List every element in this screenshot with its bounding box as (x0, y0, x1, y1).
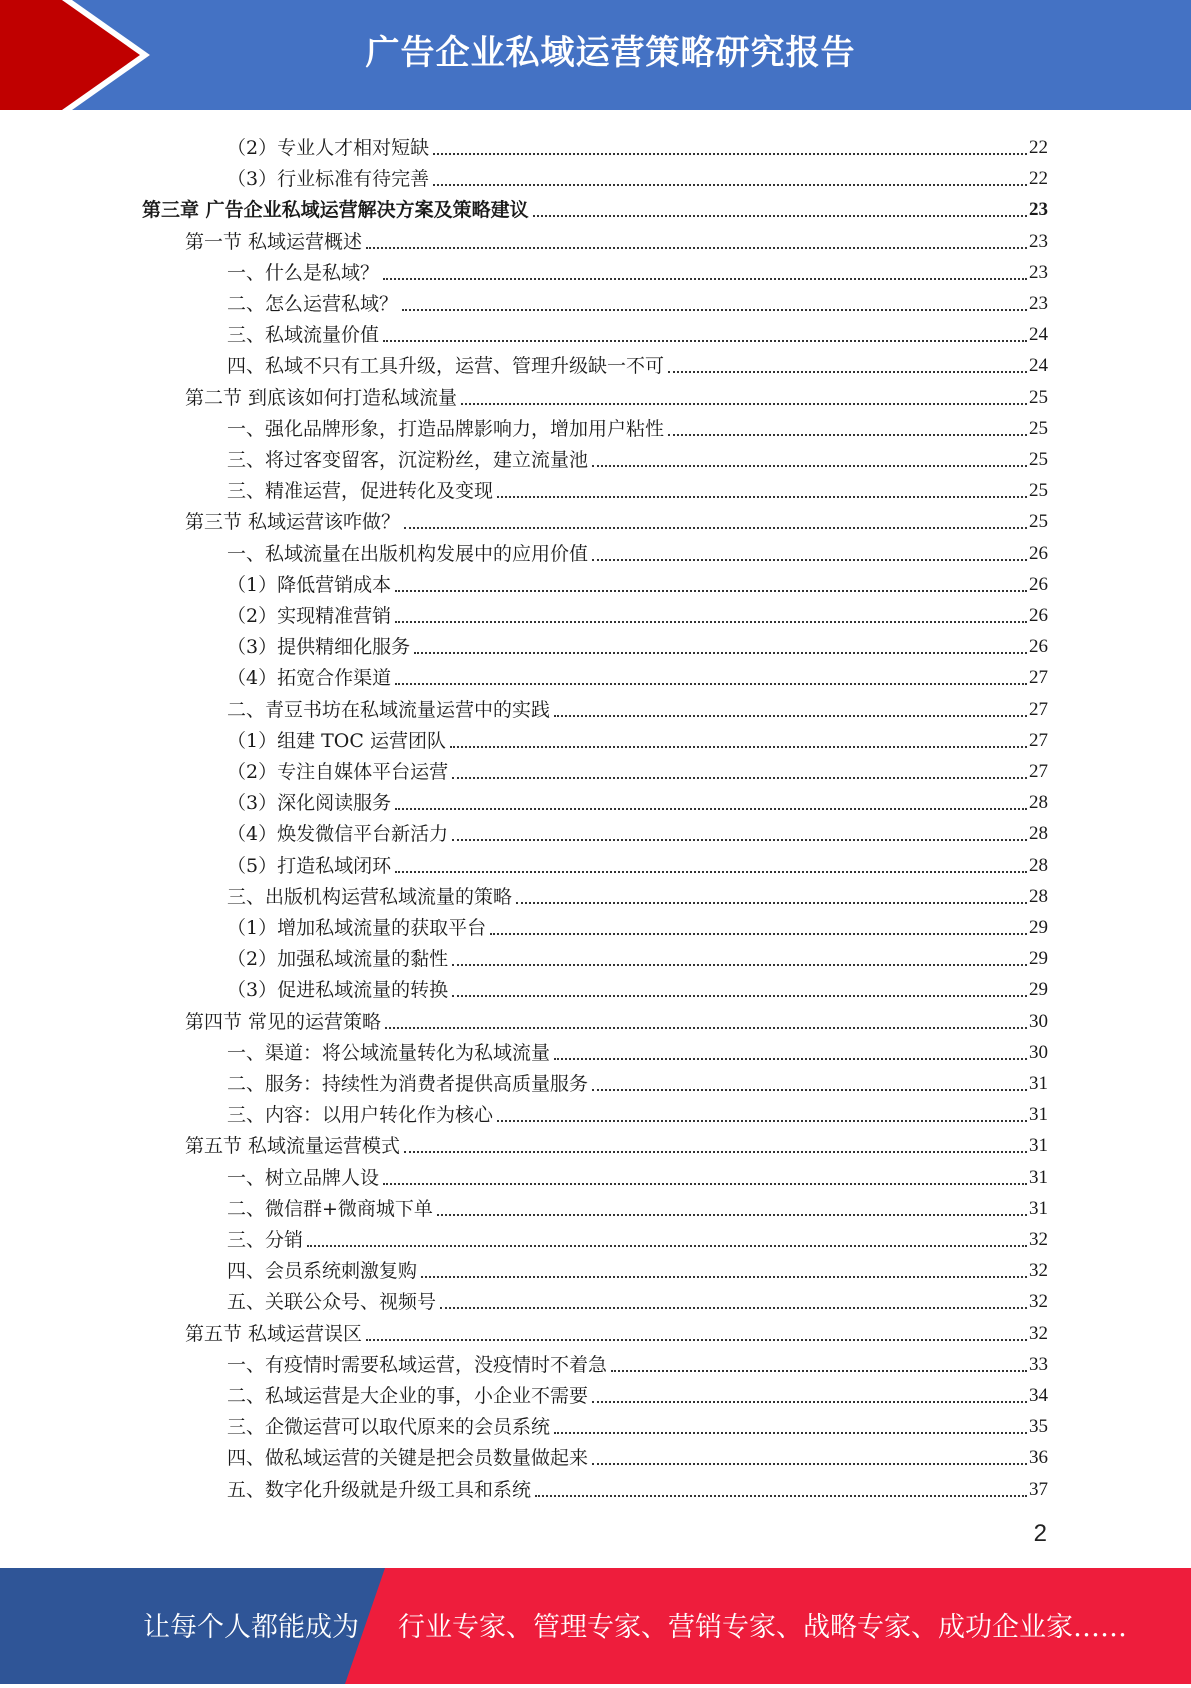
toc-dot-leader (450, 745, 1027, 748)
page-footer (0, 1568, 1191, 1684)
toc-entry[interactable] (227, 814, 1048, 845)
toc-dot-leader (516, 901, 1027, 904)
toc-entry-page: 29 (1029, 917, 1048, 938)
toc-entry-page: 23 (1029, 230, 1048, 252)
toc-entry[interactable] (227, 1189, 1048, 1220)
toc-dot-leader (452, 838, 1027, 841)
toc-entry-title: 二、微信群+微商城下单 (227, 1197, 433, 1220)
toc-entry-title: 一、什么是私域？ (227, 261, 380, 284)
toc-entry[interactable] (227, 1376, 1048, 1407)
toc-dot-leader (592, 1088, 1027, 1091)
toc-entry-page: 25 (1029, 511, 1048, 533)
toc-entry-title: 一、私域流量在出版机构发展中的应用价值 (227, 542, 589, 565)
toc-entry-page: 28 (1029, 792, 1048, 814)
toc-dot-leader (497, 1119, 1027, 1122)
toc-entry-title: 三、分销 (227, 1229, 304, 1251)
toc-dot-leader (383, 339, 1027, 342)
toc-entry-page: 33 (1029, 1353, 1048, 1375)
page-header (0, 0, 1191, 110)
toc-dot-leader (414, 651, 1027, 654)
toc-entry-title: （4）焕发微信平台新活力 (227, 823, 449, 846)
toc-dot-leader (533, 214, 1027, 217)
toc-entry[interactable] (227, 1251, 1048, 1282)
toc-entry[interactable] (185, 378, 1048, 409)
toc-entry-page: 35 (1029, 1416, 1048, 1438)
toc-entry-title: （3）促进私域流量的转换 (227, 979, 449, 1002)
toc-dot-leader (554, 714, 1027, 717)
toc-dot-leader (592, 1462, 1027, 1465)
toc-entry[interactable] (227, 752, 1048, 783)
toc-entry-page: 31 (1029, 1135, 1048, 1157)
toc-entry[interactable] (227, 658, 1048, 689)
toc-entry[interactable] (227, 1095, 1048, 1126)
toc-entry[interactable] (227, 1220, 1048, 1251)
toc-dot-leader (395, 870, 1027, 873)
toc-entry[interactable] (227, 939, 1048, 970)
toc-entry-page: 25 (1029, 480, 1048, 502)
toc-entry-page: 27 (1029, 698, 1048, 720)
toc-entry-page: 32 (1029, 1322, 1048, 1344)
toc-entry-title: 三、私域流量价值 (227, 324, 380, 347)
toc-dot-leader (611, 1369, 1027, 1372)
toc-entry[interactable] (227, 1033, 1048, 1064)
toc-entry-page: 32 (1029, 1229, 1048, 1250)
toc-dot-leader (452, 963, 1027, 966)
toc-entry[interactable] (227, 1470, 1048, 1501)
toc-entry-title: 二、怎么运营私域？ (227, 293, 399, 315)
toc-entry-title: （2）专业人才相对短缺 (227, 137, 430, 159)
toc-entry-page: 25 (1029, 449, 1048, 470)
toc-entry[interactable] (227, 346, 1048, 377)
toc-dot-leader (535, 1494, 1027, 1497)
toc-entry-page: 23 (1029, 261, 1048, 283)
toc-entry[interactable] (185, 502, 1048, 533)
toc-entry-title: （1）降低营销成本 (227, 573, 392, 596)
toc-entry[interactable] (227, 159, 1048, 190)
toc-dot-leader (395, 589, 1027, 592)
toc-entry-page: 27 (1029, 667, 1048, 689)
toc-dot-leader (440, 1306, 1027, 1309)
toc-entry[interactable] (185, 1002, 1048, 1033)
toc-entry[interactable] (227, 783, 1048, 814)
toc-entry[interactable] (142, 190, 1048, 221)
toc-dot-leader (421, 1275, 1027, 1278)
toc-entry-title: 一、树立品牌人设 (227, 1166, 380, 1189)
toc-entry[interactable] (227, 877, 1048, 908)
toc-entry-title: 一、强化品牌形象，打造品牌影响力，增加用户粘性 (227, 417, 665, 440)
toc-dot-leader (437, 1213, 1027, 1216)
toc-entry[interactable] (227, 128, 1048, 159)
toc-entry-title: （3）深化阅读服务 (227, 792, 392, 815)
toc-entry-page: 26 (1029, 636, 1048, 658)
toc-entry[interactable] (227, 409, 1048, 440)
toc-entry-page: 29 (1029, 948, 1048, 970)
toc-entry-title: 三、精准运营，促进转化及变现 (227, 480, 494, 503)
toc-entry-title: 三、将过客变留客，沉淀粉丝，建立流量池 (227, 449, 589, 471)
toc-dot-leader (404, 1150, 1027, 1153)
toc-entry-page: 24 (1029, 355, 1048, 377)
toc-entry-page: 29 (1029, 979, 1048, 1001)
toc-dot-leader (383, 1182, 1027, 1185)
toc-entry-page: 31 (1029, 1104, 1048, 1126)
footer-slogan-right: 行业专家、管理专家、营销专家、战略专家、成功企业家…… (398, 1612, 1127, 1643)
toc-dot-leader (452, 776, 1027, 779)
toc-entry-title: 第三章 广告企业私域运营解决方案及策略建议 (142, 199, 529, 222)
toc-entry-title: 第二节 到底该如何打造私域流量 (185, 386, 458, 409)
toc-entry-page: 22 (1029, 137, 1048, 158)
toc-entry[interactable] (227, 253, 1048, 284)
toc-dot-leader (554, 1057, 1027, 1060)
toc-entry-title: 第一节 私域运营概述 (185, 230, 363, 253)
toc-entry[interactable] (227, 1438, 1048, 1469)
toc-entry-title: 四、私域不只有工具升级，运营、管理升级缺一不可 (227, 355, 665, 378)
toc-entry-page: 31 (1029, 1073, 1048, 1094)
toc-entry[interactable] (227, 970, 1048, 1001)
toc-entry-title: （3）提供精细化服务 (227, 636, 411, 659)
toc-entry-page: 32 (1029, 1291, 1048, 1313)
toc-dot-leader (490, 932, 1027, 935)
toc-dot-leader (404, 526, 1027, 529)
toc-entry-page: 23 (1029, 293, 1048, 314)
toc-dot-leader (452, 994, 1027, 997)
toc-dot-leader (668, 433, 1027, 436)
toc-entry[interactable] (227, 690, 1048, 721)
toc-dot-leader (383, 277, 1027, 280)
toc-entry-title: （2）加强私域流量的黏性 (227, 948, 449, 971)
toc-entry-title: 二、青豆书坊在私域流量运营中的实践 (227, 698, 551, 721)
toc-entry-page: 25 (1029, 386, 1048, 408)
toc-entry[interactable] (227, 627, 1048, 658)
toc-entry-title: 五、数字化升级就是升级工具和系统 (227, 1478, 532, 1501)
toc-entry-title: 三、企微运营可以取代原来的会员系统 (227, 1416, 551, 1439)
toc-dot-leader (592, 464, 1027, 467)
toc-dot-leader (668, 370, 1027, 373)
toc-entry-page: 25 (1029, 417, 1048, 439)
toc-entry-page: 37 (1029, 1478, 1048, 1500)
toc-entry-page: 26 (1029, 605, 1048, 626)
toc-entry[interactable] (227, 284, 1048, 315)
toc-entry-page: 31 (1029, 1197, 1048, 1219)
toc-entry[interactable] (227, 565, 1048, 596)
toc-entry-title: （2）专注自媒体平台运营 (227, 761, 449, 783)
toc-entry-title: 一、渠道：将公域流量转化为私域流量 (227, 1041, 551, 1064)
toc-entry[interactable] (227, 846, 1048, 877)
toc-entry-page: 36 (1029, 1447, 1048, 1469)
toc-dot-leader (433, 152, 1027, 155)
toc-dot-leader (307, 1244, 1027, 1247)
toc-entry-title: 第四节 常见的运营策略 (185, 1010, 382, 1033)
toc-entry[interactable] (227, 471, 1048, 502)
toc-entry-title: 二、私域运营是大企业的事，小企业不需要 (227, 1385, 589, 1407)
toc-entry[interactable] (227, 1282, 1048, 1313)
toc-entry[interactable] (227, 908, 1048, 939)
toc-entry-title: 二、服务：持续性为消费者提供高质量服务 (227, 1073, 589, 1095)
toc-entry-title: （1）组建 TOC 运营团队 (227, 729, 446, 752)
toc-entry-title: 三、出版机构运营私域流量的策略 (227, 885, 513, 908)
toc-entry[interactable] (227, 596, 1048, 627)
toc-entry[interactable] (185, 222, 1048, 253)
toc-dot-leader (395, 807, 1027, 810)
toc-entry-title: 第五节 私域运营误区 (185, 1322, 363, 1345)
toc-entry-page: 26 (1029, 542, 1048, 564)
toc-entry[interactable] (227, 534, 1048, 565)
toc-dot-leader (592, 1400, 1027, 1403)
toc-entry[interactable] (227, 440, 1048, 471)
toc-entry[interactable] (185, 1126, 1048, 1157)
toc-entry-title: 第三节 私域运营该咋做？ (185, 511, 401, 534)
toc-entry[interactable] (227, 1064, 1048, 1095)
toc-entry-page: 28 (1029, 823, 1048, 845)
toc-entry-page: 24 (1029, 324, 1048, 346)
toc-entry-page: 31 (1029, 1166, 1048, 1188)
toc-entry-title: 第五节 私域流量运营模式 (185, 1135, 401, 1158)
toc-entry-page: 27 (1029, 729, 1048, 751)
footer-slogan-left: 让每个人都能成为 (143, 1612, 359, 1643)
toc-entry-title: 五、关联公众号、视频号 (227, 1291, 437, 1314)
toc-entry-title: （4）拓宽合作渠道 (227, 667, 392, 690)
toc-entry[interactable] (227, 721, 1048, 752)
toc-dot-leader (366, 1338, 1027, 1341)
toc-entry[interactable] (227, 1407, 1048, 1438)
toc-entry-page: 34 (1029, 1385, 1048, 1406)
toc-entry-title: 四、做私域运营的关键是把会员数量做起来 (227, 1447, 589, 1470)
toc-entry-page: 30 (1029, 1010, 1048, 1032)
toc-dot-leader (461, 402, 1027, 405)
toc-dot-leader (366, 246, 1027, 249)
toc-entry[interactable] (227, 315, 1048, 346)
toc-entry[interactable] (185, 1314, 1048, 1345)
toc-entry-title: 四、会员系统刺激复购 (227, 1260, 418, 1283)
toc-dot-leader (402, 308, 1027, 311)
toc-entry-page: 32 (1029, 1260, 1048, 1282)
toc-entry-title: （3）行业标准有待完善 (227, 168, 430, 191)
toc-entry-page: 26 (1029, 573, 1048, 595)
toc-dot-leader (433, 183, 1027, 186)
toc-dot-leader (497, 495, 1027, 498)
toc-entry-title: 三、内容：以用户转化作为核心 (227, 1104, 494, 1127)
toc-entry-page: 23 (1029, 199, 1048, 221)
toc-entry-page: 28 (1029, 885, 1048, 907)
toc-entry-title: （5）打造私域闭环 (227, 854, 392, 877)
toc-entry[interactable] (227, 1345, 1048, 1376)
toc-dot-leader (592, 558, 1027, 561)
toc-dot-leader (395, 620, 1027, 623)
toc-dot-leader (554, 1431, 1027, 1434)
toc-entry-page: 28 (1029, 854, 1048, 876)
report-title: 广告企业私域运营策略研究报告 (365, 33, 856, 73)
toc-dot-leader (395, 682, 1027, 685)
toc-entry-page: 22 (1029, 168, 1048, 190)
toc-entry-page: 30 (1029, 1041, 1048, 1063)
toc-entry[interactable] (227, 1158, 1048, 1189)
toc-dot-leader (385, 1026, 1027, 1029)
toc-entry-title: （2）实现精准营销 (227, 605, 392, 627)
toc-entry-page: 27 (1029, 761, 1048, 782)
toc-entry-title: （1）增加私域流量的获取平台 (227, 917, 487, 939)
page-number: 2 (1033, 1520, 1047, 1547)
toc-entry-title: 一、有疫情时需要私域运营，没疫情时不着急 (227, 1353, 608, 1376)
